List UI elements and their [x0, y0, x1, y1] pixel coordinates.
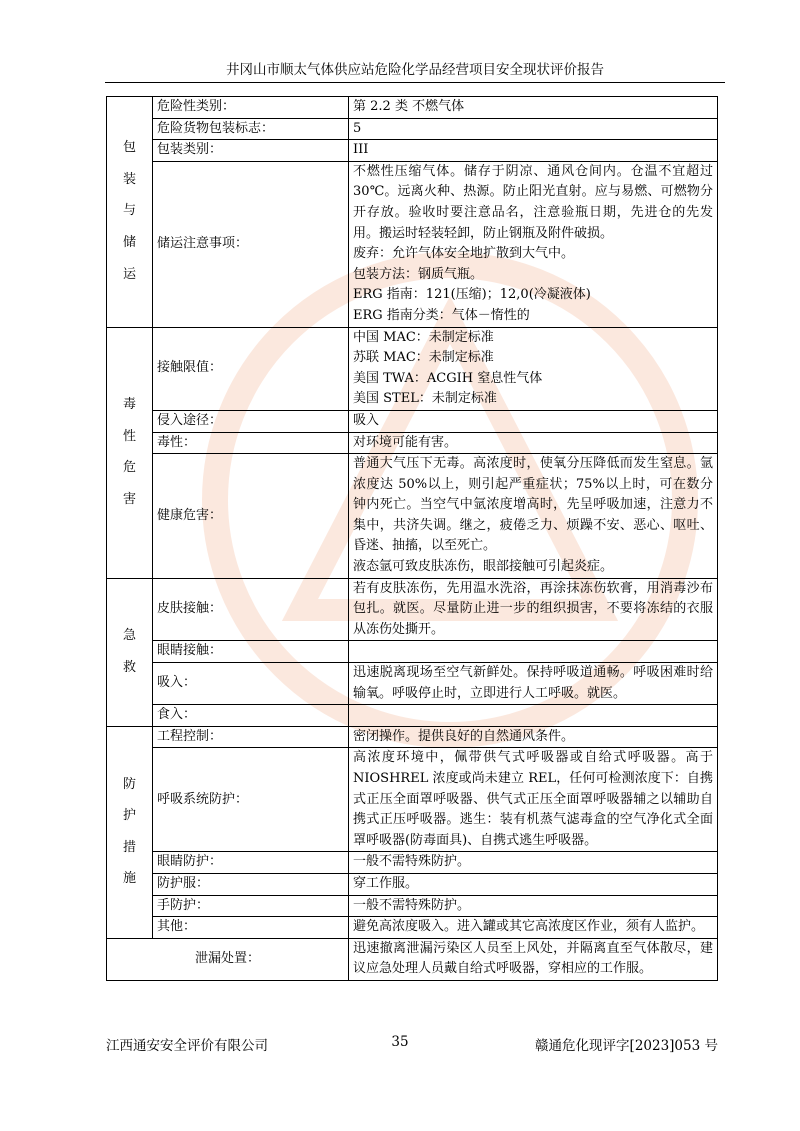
row-value	[349, 641, 718, 663]
section-title-char: 施	[122, 871, 136, 887]
section-title-char: 毒	[122, 396, 136, 412]
row-value	[349, 852, 718, 874]
value-line: 一般不需特殊防护。	[353, 897, 471, 913]
table-row	[107, 97, 718, 119]
table-row	[107, 895, 718, 917]
row-value	[349, 454, 718, 579]
value-line: 迅速脱离现场至空气新鲜处。保持呼吸道通畅。呼吸困难时给输氧。呼吸停止时，立即进行人工呼吸。就医。	[353, 665, 713, 701]
table-row	[107, 705, 718, 727]
value-line: 第 2.2 类 不燃气体	[353, 99, 465, 114]
table-row	[107, 410, 718, 432]
value-line: ERG 指南：121(压缩)；12,0(冷凝液体)	[353, 287, 591, 303]
table-row	[107, 748, 718, 852]
table-row	[107, 873, 718, 895]
row-label: 侵入途径：	[153, 410, 349, 432]
value-line: 普通大气压下无毒。高浓度时，使氧分压降低而发生窒息。氩浓度达 50%以上，则引起严重症状；75%以上时，可在数分钟内死亡。当空气中氩浓度增高时，先呈呼吸加速，注意力不集中，共济失调。继之，疲倦乏力、烦躁不安、恶心、呕吐、昏迷、抽搐，以至死亡。	[353, 456, 713, 554]
row-label: 包装类别：	[153, 140, 349, 162]
table-row	[107, 327, 718, 410]
value-line: 美国 STEL：未制定标准	[353, 391, 497, 407]
value-line: 美国 TWA：ACGIH 窒息性气体	[353, 370, 543, 386]
table-row	[107, 663, 718, 705]
row-label: 储运注意事项：	[153, 161, 349, 327]
value-line	[353, 705, 713, 726]
row-value	[349, 873, 718, 895]
row-value	[349, 705, 718, 727]
row-label: 吸入：	[153, 663, 349, 705]
row-value	[349, 410, 718, 432]
table-row	[107, 726, 718, 748]
value-line: 密闭操作。提供良好的自然通风条件。	[353, 728, 575, 744]
row-label: 其他：	[153, 917, 349, 939]
leak-label: 泄漏处置：	[107, 938, 349, 980]
row-value	[349, 97, 718, 119]
row-value	[349, 578, 718, 641]
value-line: 中国 MAC：未制定标准	[353, 329, 494, 345]
table-row	[107, 161, 718, 327]
section-title-char: 害	[122, 491, 136, 507]
row-label: 接触限值：	[153, 327, 349, 410]
value-line: 若有皮肤冻伤，先用温水洗浴，再涂抹冻伤软膏，用消毒沙布包扎。就医。尽量防止进一步的组织损害，不要将冻结的衣服从冻伤处撕开。	[353, 580, 713, 637]
row-label: 食入：	[153, 705, 349, 727]
section-title-char: 急	[122, 628, 136, 644]
row-label: 防护服：	[153, 873, 349, 895]
row-label: 皮肤接触：	[153, 578, 349, 641]
section-title-char: 性	[122, 428, 136, 444]
value-line: 一般不需特殊防护。	[353, 854, 471, 870]
value-line: 吸入	[353, 412, 380, 428]
table-row	[107, 140, 718, 162]
section-title-char: 包	[122, 140, 136, 156]
section-title-firstaid	[107, 578, 153, 726]
row-label: 呼吸系统防护：	[153, 748, 349, 852]
table-row	[107, 917, 718, 939]
row-value	[349, 726, 718, 748]
section-title-char: 储	[122, 235, 136, 251]
value-line: 穿工作服。	[353, 875, 419, 891]
section-title-char: 与	[122, 203, 136, 219]
row-value	[349, 161, 718, 327]
section-title-packaging	[107, 97, 153, 328]
header-rule	[105, 82, 725, 83]
table-row	[107, 578, 718, 641]
row-value	[349, 748, 718, 852]
value-line: 避免高浓度吸入。进入罐或其它高浓度区作业，须有人监护。	[353, 919, 705, 935]
value-line	[353, 641, 713, 662]
row-label: 眼睛防护：	[153, 852, 349, 874]
row-label: 手防护：	[153, 895, 349, 917]
section-title-char: 救	[122, 659, 136, 675]
section-title-char: 装	[122, 171, 136, 187]
row-value	[349, 663, 718, 705]
section-title-char: 危	[122, 460, 136, 476]
page-number: 35	[391, 1034, 409, 1050]
table-row	[107, 432, 718, 454]
value-line: 高浓度环境中，佩带供气式呼吸器或自给式呼吸器。高于 NIOSHREL 浓度或尚未建立 REL，任何可检测浓度下：自携式正压全面罩呼吸器、供气式正压全面罩呼吸器辅之以辅助自携式正压呼吸器。逃生：装有机蒸气滤毒盒的空气净化式全面罩呼吸器(防毒面具)、自携式逃生呼吸器。	[353, 750, 713, 848]
value-line: 包装方法：钢质气瓶。	[353, 266, 484, 282]
value-line: 对环境可能有害。	[353, 434, 458, 450]
row-value	[349, 917, 718, 939]
section-title-char: 护	[122, 808, 136, 824]
value-line: 废弃：允许气体安全地扩散到大气中。	[353, 246, 575, 262]
section-title-char: 措	[122, 839, 136, 855]
footer-doc-number: 赣通危化现评字[2023]053 号	[535, 1038, 718, 1054]
row-label: 危险货物包装标志：	[153, 118, 349, 140]
page-header-title: 井冈山市顺太气体供应站危险化学品经营项目安全现状评价报告	[226, 62, 604, 78]
row-label: 工程控制：	[153, 726, 349, 748]
table-row	[107, 454, 718, 579]
leak-value	[349, 938, 718, 980]
section-title-toxicity	[107, 327, 153, 578]
value-line: 5	[353, 120, 362, 136]
row-value	[349, 140, 718, 162]
value-line: 不燃性压缩气体。储存于阴凉、通风仓间内。仓温不宜超过 30℃。远离火种、热源。防止阳光直射。应与易燃、可燃物分开存放。验收时要注意品名，注意验瓶日期，先进仓的先发用。搬运时轻装轻卸，防止钢瓶及附件破损。	[353, 163, 713, 241]
row-value	[349, 895, 718, 917]
value-line: III	[353, 142, 369, 158]
value-line: 苏联 MAC：未制定标准	[353, 350, 494, 366]
value-line: ERG 指南分类：气体－惰性的	[353, 307, 530, 323]
section-title-char: 防	[122, 776, 136, 792]
section-title-char: 运	[122, 266, 136, 282]
row-label: 眼睛接触：	[153, 641, 349, 663]
table-row	[107, 118, 718, 140]
row-value	[349, 327, 718, 410]
section-title-protection	[107, 726, 153, 938]
table-row	[107, 852, 718, 874]
value-line: 迅速撤离泄漏污染区人员至上风处，并隔离直至气体散尽，建议应急处理人员戴自给式呼吸器，穿相应的工作服。	[353, 940, 713, 977]
row-label: 健康危害：	[153, 454, 349, 579]
table-row	[107, 641, 718, 663]
row-value	[349, 432, 718, 454]
row-value	[349, 118, 718, 140]
row-label: 毒性：	[153, 432, 349, 454]
value-line: 液态氩可致皮肤冻伤，眼部接触可引起炎症。	[353, 559, 614, 575]
footer-company: 江西通安安全评价有限公司	[106, 1038, 268, 1054]
table-row	[107, 938, 718, 980]
row-label: 危险性类别：	[153, 97, 349, 119]
msds-table	[106, 96, 718, 981]
